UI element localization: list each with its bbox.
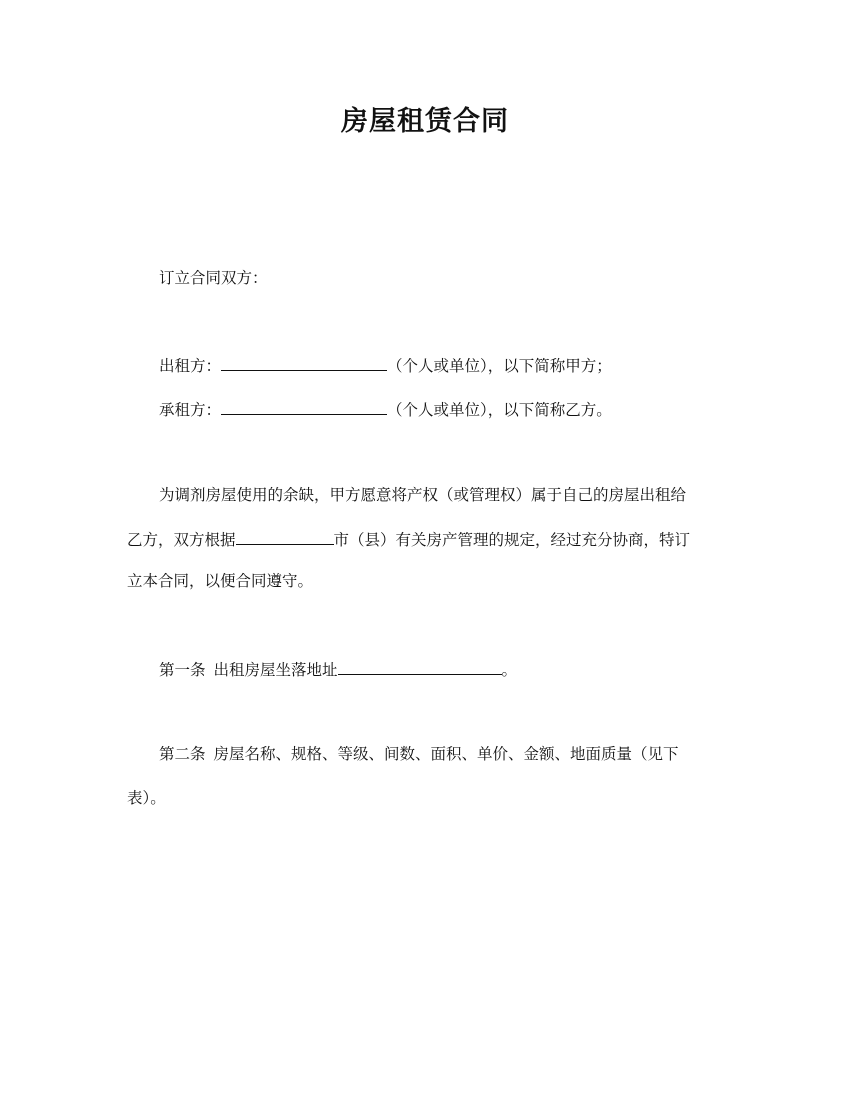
article-2-line-2: 表）。 xyxy=(127,789,166,807)
article-1-end: 。 xyxy=(501,661,518,679)
preamble-line-3: 立本合同，以便合同遵守。 xyxy=(127,572,314,590)
parties-heading: 订立合同双方： xyxy=(159,269,268,287)
lessee-label: 承租方： xyxy=(159,401,222,419)
lessee-suffix: （个人或单位），以下简称乙方。 xyxy=(387,401,612,419)
city-blank[interactable] xyxy=(236,526,334,545)
lessor-name-blank[interactable] xyxy=(221,352,387,371)
article-2-line-1 xyxy=(159,742,729,766)
article-1 xyxy=(159,656,729,682)
document-title: 房屋租赁合同 xyxy=(341,106,509,137)
lessor-suffix: （个人或单位），以下简称甲方； xyxy=(387,357,612,375)
preamble-line-2 xyxy=(127,526,727,552)
preamble-line-2-after: 市（县）有关房产管理的规定，经过充分协商，特订 xyxy=(333,531,691,549)
article-1-text: 出租房屋坐落地址 xyxy=(213,661,338,679)
preamble-line-1: 为调剂房屋使用的余缺，甲方愿意将产权（或管理权）属于自己的房屋出租给 xyxy=(159,486,687,504)
lessee-name-blank[interactable] xyxy=(221,396,387,415)
lessee-line xyxy=(159,396,729,422)
lessor-label: 出租方： xyxy=(159,357,222,375)
article-1-number: 第一条 xyxy=(159,661,206,679)
preamble-line-2-before: 乙方，双方根据 xyxy=(127,531,236,549)
lessor-line xyxy=(159,352,729,378)
article-2-text: 房屋名称、规格、等级、间数、面积、单价、金额、地面质量（见下 xyxy=(213,745,679,763)
address-blank[interactable] xyxy=(338,656,502,675)
article-2-number: 第二条 xyxy=(159,745,206,763)
